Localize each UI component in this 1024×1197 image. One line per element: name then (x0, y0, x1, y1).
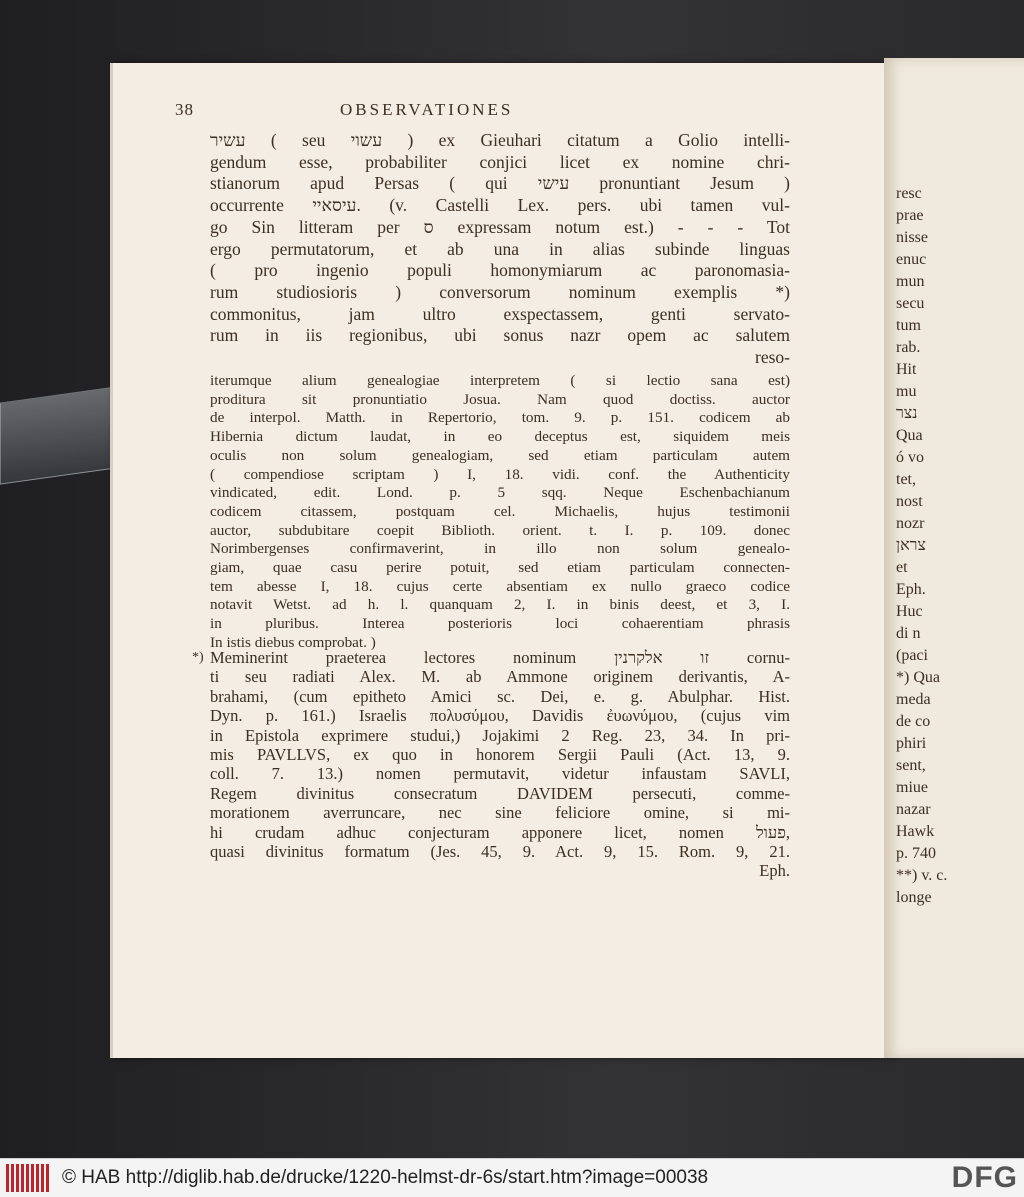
text-line: enuc (896, 251, 927, 268)
text-line: meda (896, 691, 931, 708)
text-line: prae (896, 207, 924, 224)
text-line: Norimbergenses confirmaverint, in illo non solum genealo- (210, 540, 790, 558)
text-line: proditura sit pronuntiatio Josua. Nam quod doctiss. auctor (210, 390, 790, 408)
right-page (884, 58, 1024, 1058)
text-line: Eph. (896, 581, 926, 598)
text-line: in Epistola exprimere studui,) Jojakimi 2 Reg. 23, 34. In pri- (210, 725, 790, 745)
text-line: mu (896, 383, 917, 400)
text-line: **) v. c. (896, 867, 948, 884)
text-line: צראן (896, 537, 926, 554)
text-line: Huc (896, 603, 923, 620)
footnote-continuation (210, 372, 790, 653)
text-line: stianorum apud Persas ( qui עישי pronuntiant Jesum ) (210, 173, 790, 194)
text-line: nozr (896, 515, 925, 532)
text-line: ó vo (896, 449, 924, 466)
main-text (210, 130, 790, 369)
text-line: iterumque alium genealogiae interpretem ( si lectio sana est) (210, 372, 790, 389)
dfg-logo: DFG (951, 1161, 1018, 1194)
text-line: mun (896, 273, 925, 290)
text-line: gendum esse, probabiliter conjici licet ex nomine chri- (210, 151, 790, 172)
text-line: in pluribus. Interea posterioris loci cohaerentiam phrasis (210, 615, 790, 633)
text-line: morationem averruncare, nec sine feliciore omine, si mi- (210, 803, 790, 823)
running-title: OBSERVATIONES (340, 100, 514, 119)
text-line: *) Qua (896, 669, 940, 686)
footer-bar (0, 1158, 1024, 1197)
text-line: resc (896, 185, 922, 202)
text-line: Regem divinitus consecratum DAVIDEM persecuti, comme- (210, 783, 790, 803)
text-line: rab. (896, 339, 921, 356)
text-line: auctor, subdubitare coepit Biblioth. orient. t. I. p. 109. donec (210, 521, 790, 539)
text-line: nost (896, 493, 923, 510)
text-line: commonitus, jam ultro exspectassem, genti servato- (210, 303, 790, 324)
text-line: p. 740 (896, 845, 936, 862)
text-line: go Sin litteram per ס expressam notum est.) - - - Tot (210, 216, 790, 237)
text-line: miue (896, 779, 928, 796)
right-page-text (896, 183, 947, 909)
text-line: rum in iis regionibus, ubi sonus nazr opem ac salutem (210, 325, 790, 346)
text-line: nisse (896, 229, 928, 246)
text-line: nazar (896, 801, 931, 818)
text-line: occurrente עיסאיי. (v. Castelli Lex. pers. ubi tamen vul- (210, 195, 790, 216)
text-line: In istis diebus comprobat. ) (210, 633, 376, 651)
text-line: Hibernia dictum laudat, in eo deceptus est, siquidem meis (210, 428, 790, 446)
page-number: 38 (175, 100, 194, 119)
text-line: Hit (896, 361, 917, 378)
text-line: vindicated, edit. Lond. p. 5 sqq. Neque Eschenbachianum (210, 484, 790, 502)
text-line: ergo permutatorum, et ab una in alias subinde linguas (210, 238, 790, 259)
text-line: longe (896, 889, 932, 906)
text-line: tet, (896, 471, 916, 488)
text-line: et (896, 559, 908, 576)
footnote-star (210, 648, 790, 881)
text-line: reso- (755, 347, 790, 368)
text-line: oculis non solum genealogiam, sed etiam particulam autem (210, 446, 790, 464)
text-line: hi crudam adhuc conjecturam apponere licet, nomen פעול, (210, 822, 790, 842)
text-line: secu (896, 295, 925, 312)
footnote-marker: *) (192, 650, 204, 665)
text-line: נצר (896, 405, 918, 422)
text-line: עשיר ( seu עשוי ) ex Gieuhari citatum a Golio intelli- (210, 130, 790, 150)
text-line: de co (896, 713, 931, 730)
text-line: di n (896, 625, 921, 642)
text-line: codicem citassem, postquam cel. Michaelis, hujus testimonii (210, 502, 790, 520)
text-line: tum (896, 317, 921, 334)
text-line: coll. 7. 13.) nomen permutavit, videtur infaustam SAVLI, (210, 764, 790, 784)
text-line: Eph. (759, 861, 790, 881)
copyright-url[interactable]: © HAB http://diglib.hab.de/drucke/1220-helmst-dr-6s/start.htm?image=00038 (62, 1167, 709, 1188)
text-line: ( pro ingenio populi homonymiarum ac paronomasia- (210, 260, 790, 281)
text-line: (paci (896, 647, 928, 664)
text-line: phiri (896, 735, 927, 752)
text-line: brahami, (cum epitheto Amici sc. Dei, e. g. Abulphar. Hist. (210, 686, 790, 706)
text-line: Meminerint praeterea lectores nominum זו אלקרנין cornu- (210, 648, 790, 667)
text-line: Qua (896, 427, 923, 444)
text-line: rum studiosioris ) conversorum nominum exemplis *) (210, 281, 790, 302)
text-line: Dyn. p. 161.) Israelis πολυσύμου, Davidis ἐυωνύμου, (cujus vim (210, 706, 790, 726)
text-line: notavit Wetst. ad h. l. quanquam 2, I. in binis deest, et 3, I. (210, 596, 790, 614)
text-line: Hawk (896, 823, 935, 840)
text-line: ti seu radiati Alex. M. ab Ammone originem derivantis, A- (210, 667, 790, 687)
text-line: tem abesse I, 18. cujus certe absentiam ex nullo graeco codice (210, 577, 790, 595)
text-line: ( compendiose scriptam ) I, 18. vidi. conf. the Authenticity (210, 465, 790, 483)
text-line: de interpol. Matth. in Repertorio, tom. 9. p. 151. codicem ab (210, 409, 790, 427)
text-line: sent, (896, 757, 926, 774)
text-line: quasi divinitus formatum (Jes. 45, 9. Act. 9, 15. Rom. 9, 21. (210, 842, 790, 862)
text-line: giam, quae casu perire potuit, sed etiam particulam connecten- (210, 559, 790, 577)
hab-logo-icon (6, 1164, 50, 1192)
text-line: mis PAVLLVS, ex quo in honorem Sergii Pauli (Act. 13, 9. (210, 745, 790, 765)
